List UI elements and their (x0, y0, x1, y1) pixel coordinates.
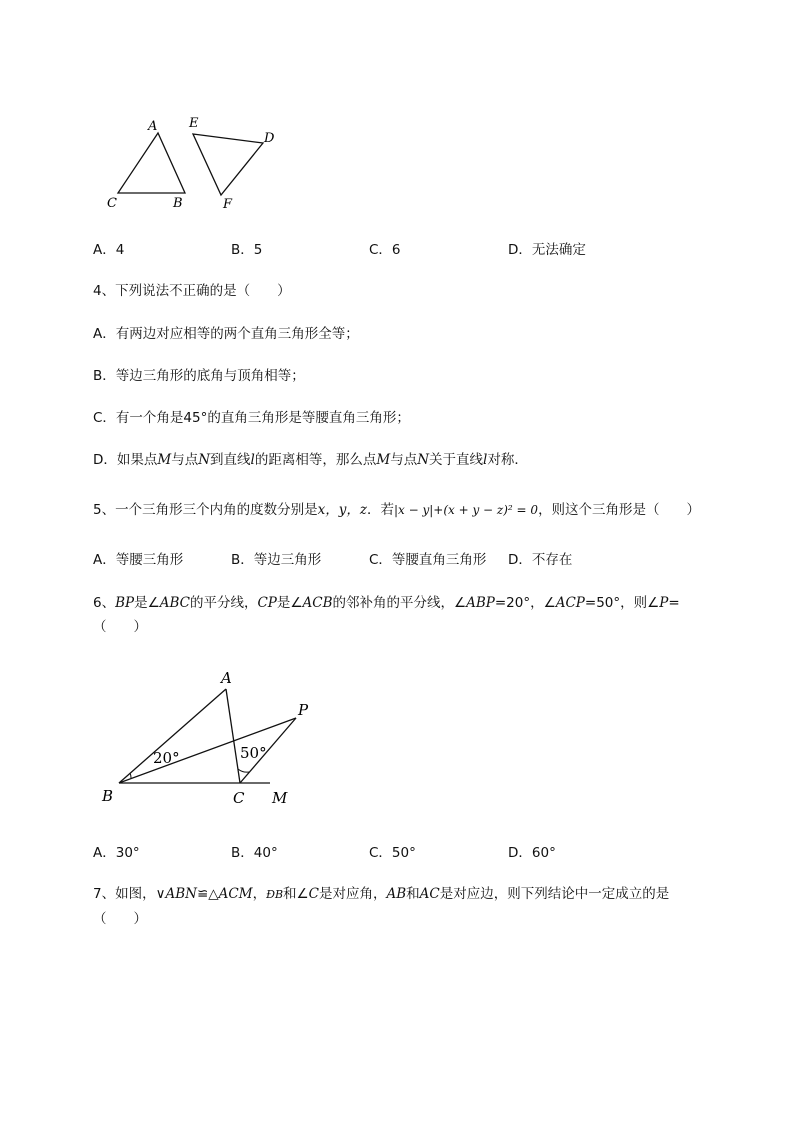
q6-option-d: D．60° (508, 845, 556, 861)
q3-option-c: C．6 (369, 242, 401, 258)
q4-option-c: C．有一个角是45°的直角三角形是等腰直角三角形； (93, 410, 410, 426)
q7-stem: 7、如图，∨ABN≌△ACM，ÐB和∠C是对应角，AB和AC是对应边，则下列结论中一定成立的是 (93, 886, 670, 902)
fig2-label-m: M (272, 789, 288, 807)
label-b: B (173, 196, 183, 211)
label-d: D (264, 131, 275, 146)
q5-option-b: B．等边三角形 (231, 552, 322, 568)
q7-blank: （ ） (93, 911, 147, 927)
label-a: A (148, 119, 158, 134)
q4-stem: 4、下列说法不正确的是（ ） (93, 283, 291, 299)
angle-arc-b (130, 773, 131, 778)
triangle-edf (193, 134, 263, 195)
triangle-abc (118, 133, 185, 193)
figure-angle-bisectors (95, 665, 335, 815)
q5-formula: |x − y|+(x + y − z)² = 0 (393, 503, 539, 517)
q4-option-a: A．有两边对应相等的两个直角三角形全等； (93, 326, 359, 342)
label-f: F (223, 197, 233, 212)
q5-option-a: A．等腰三角形 (93, 552, 184, 568)
q6-blank: （ ） (93, 619, 147, 635)
fig2-angle-20: 20° (153, 749, 180, 767)
q6-stem: 6、BP是∠ABC的平分线，CP是∠ACB的邻补角的平分线，∠ABP=20°，∠ACP=50°，则∠P= (93, 595, 680, 611)
fig2-label-p: P (298, 701, 309, 719)
angle-arc-c (238, 769, 249, 772)
q6-option-b: B．40° (231, 845, 278, 861)
q5-option-c: C．等腰直角三角形 (369, 552, 487, 568)
segment-ac (226, 689, 240, 783)
q5-option-d: D．不存在 (508, 552, 573, 568)
fig2-angle-50: 50° (240, 744, 267, 762)
q6-option-c: C．50° (369, 845, 416, 861)
q3-option-b: B．5 (231, 242, 263, 258)
figure-two-triangles (100, 112, 290, 217)
fig2-label-b: B (102, 787, 114, 805)
label-e: E (189, 116, 199, 131)
q4-option-b: B．等边三角形的底角与顶角相等； (93, 368, 305, 384)
q4-option-d: D．如果点M与点N到直线l的距离相等，那么点M与点N关于直线l对称． (93, 452, 528, 468)
segment-bp (119, 718, 296, 783)
q3-option-d: D．无法确定 (508, 242, 586, 258)
q6-option-a: A．30° (93, 845, 140, 861)
label-c: C (107, 196, 117, 211)
fig2-label-a: A (221, 669, 232, 687)
fig2-label-c: C (233, 789, 245, 807)
q5-stem: 5、一个三角形三个内角的度数分别是x，y，z．若|x − y|+(x + y − z)² = 0，则这个三角形是（ ） (93, 502, 701, 518)
q3-option-a: A．4 (93, 242, 125, 258)
segment-ba (119, 689, 226, 783)
